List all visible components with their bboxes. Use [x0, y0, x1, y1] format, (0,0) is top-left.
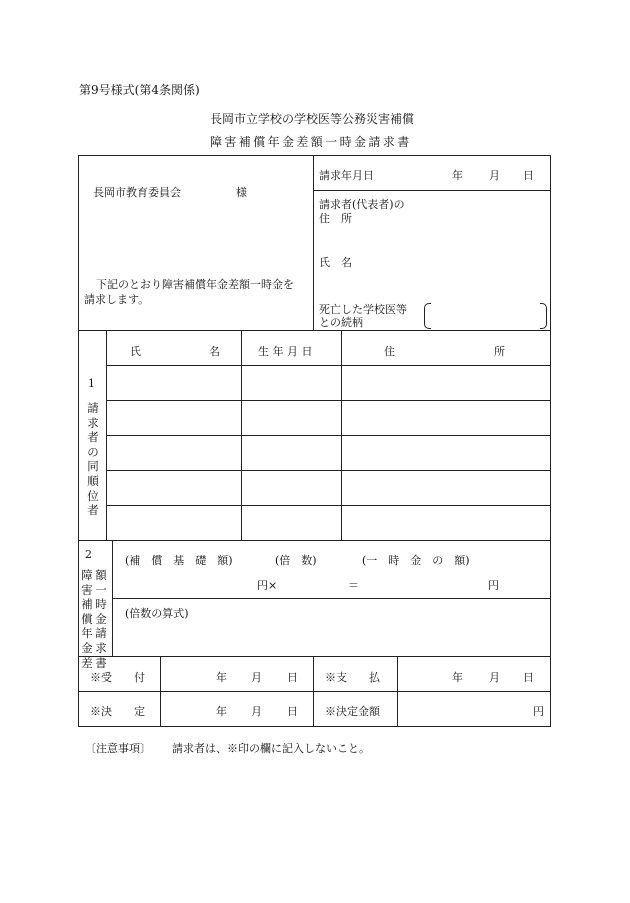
honorific: 様: [236, 186, 247, 199]
vertical-label-char: 順: [87, 473, 99, 488]
vertical-label-char: 者: [87, 503, 99, 518]
section2-vertical-label-col2: [94, 568, 108, 670]
form-title-line1: 長岡市立学校の学校医等公務災害補償: [210, 112, 415, 126]
vertical-label-char: 位: [87, 488, 99, 503]
form-number: 第9号様式(第4条関係): [79, 83, 200, 97]
base-amount-label: (補 償 基 礎 額): [125, 554, 233, 567]
relation-label-line2: との続柄: [319, 316, 363, 329]
note-text: 請求者は、※印の欄に記入しないこと。: [172, 742, 370, 755]
received-year-unit: 年: [216, 671, 227, 684]
decision-month-unit: 月: [251, 705, 262, 718]
vertical-label-char: 障: [81, 568, 93, 582]
formula-label: (倍数の算式): [125, 607, 189, 620]
decision-amount-label: ※決定金額: [325, 705, 380, 718]
vertical-label-char: 補: [81, 597, 93, 612]
relation-bracket-left: [424, 303, 431, 329]
decision-amount-yen-unit: 円: [533, 705, 544, 718]
section2-number: 2: [85, 548, 92, 561]
vertical-label-char: 償: [81, 611, 93, 626]
payment-day-unit: 日: [523, 671, 534, 684]
claim-date-label: 請求年月日: [319, 169, 374, 182]
column-name-head-b: 名: [209, 345, 220, 358]
decision-label: ※決 定: [90, 705, 145, 718]
received-day-unit: 日: [287, 671, 298, 684]
decision-day-unit: 日: [287, 705, 298, 718]
claim-month-unit: 月: [489, 169, 500, 182]
received-label: ※受 付: [90, 671, 145, 684]
vertical-label-char: 同: [87, 459, 99, 474]
equals-sign: ＝: [348, 579, 359, 592]
vertical-label-char: 時: [95, 597, 107, 612]
vertical-label-char: 年: [81, 626, 93, 641]
section2-vertical-label-col1: [80, 568, 94, 670]
statement-line1: 下記のとおり障害補償年金差額一時金を: [96, 278, 294, 291]
vertical-label-char: 求: [95, 640, 107, 655]
vertical-label-char: の: [87, 444, 99, 459]
addressee: 長岡市教育委員会: [93, 186, 181, 199]
column-name-head-a: 氏: [130, 345, 141, 358]
vertical-label-char: 金: [95, 611, 107, 626]
column-address-head-a: 住: [384, 345, 395, 358]
lump-sum-yen-unit: 円: [488, 579, 499, 592]
column-address-head-b: 所: [494, 345, 505, 358]
received-month-unit: 月: [251, 671, 262, 684]
relation-label-line1: 死亡した学校医等: [319, 303, 407, 316]
vertical-label-char: 求: [87, 415, 99, 430]
claim-day-unit: 日: [523, 169, 534, 182]
vertical-label-char: 書: [95, 655, 107, 670]
vertical-label-char: 金: [81, 640, 93, 655]
relation-bracket-right: [540, 303, 547, 329]
vertical-label-char: 請: [95, 626, 107, 641]
form-title-line2: 障害補償年金差額一時金請求書: [210, 135, 412, 149]
statement-line2: 請求します。: [84, 293, 150, 306]
name-label: 氏 名: [319, 256, 352, 269]
note-label: 〔注意事項〕: [85, 742, 151, 755]
claim-year-unit: 年: [452, 169, 463, 182]
vertical-label-char: 請: [87, 401, 99, 415]
payment-year-unit: 年: [452, 671, 463, 684]
address-label: 住 所: [319, 212, 352, 225]
vertical-label-char: 害: [81, 582, 93, 597]
payment-label: ※支 払: [325, 671, 380, 684]
lump-sum-label: (一 時 金 の 額): [362, 554, 470, 567]
decision-year-unit: 年: [216, 705, 227, 718]
vertical-label-char: 額: [95, 568, 107, 582]
section1-vertical-label: [86, 401, 100, 518]
vertical-label-char: 者: [87, 430, 99, 445]
column-birthdate-head: 生 年 月 日: [258, 345, 313, 358]
vertical-label-char: 一: [95, 582, 107, 597]
payment-month-unit: 月: [489, 671, 500, 684]
yen-times: 円×: [257, 579, 278, 592]
section1-number: 1: [88, 377, 95, 390]
vertical-label-char: 差: [81, 655, 93, 670]
multiplier-label: (倍 数): [275, 554, 317, 567]
representative-label: 請求者(代表者)の: [319, 198, 405, 211]
